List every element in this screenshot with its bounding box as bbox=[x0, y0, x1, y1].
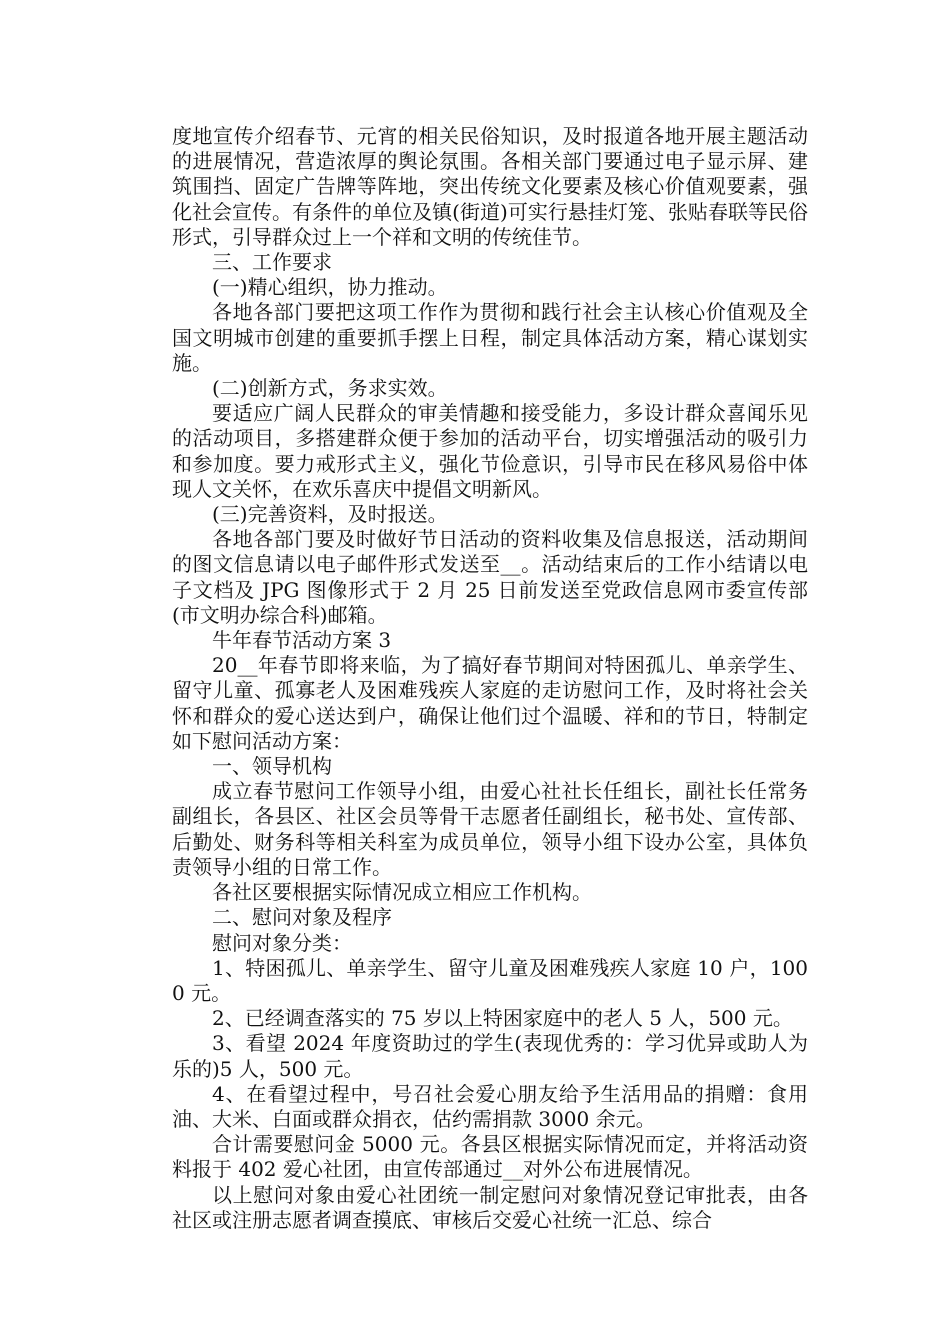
subheading-target-categories: 慰问对象分类： bbox=[212, 930, 352, 955]
subheading-materials: (三)完善资料，及时报送。 bbox=[212, 502, 448, 527]
list-item-2: 2、已经调查落实的 75 岁以上特困家庭中的老人 5 人，500 元。 bbox=[212, 1006, 793, 1031]
paragraph-total-funds: 合计需要慰问金 5000 元。各县区根据实际情况而定，并将活动资料报于 402 爱心社团，由宣传部通过__对外公布进展情况。 bbox=[172, 1132, 808, 1182]
list-item-1: 1、特困孤儿、单亲学生、留守儿童及困难残疾人家庭 10 户，1000 元。 bbox=[172, 955, 808, 1005]
section-heading-work-requirements: 三、工作要求 bbox=[212, 250, 332, 275]
paragraph-leadership: 成立春节慰问工作领导小组，由爱心社社长任组长，副社长任常务副组长，各县区、社区会员等骨干志愿者任副组长，秘书处、宣传部、后勤处、财务科等相关科室为成员单位，领导小组下设办公室，具体负责领导小组的日常工作。 bbox=[172, 779, 808, 879]
paragraph-organize: 各地各部门要把这项工作作为贯彻和践行社会主认核心价值观及全国文明城市创建的重要抓手摆上日程，制定具体活动方案，精心谋划实施。 bbox=[172, 300, 808, 375]
subheading-innovate: (二)创新方式，务求实效。 bbox=[212, 376, 448, 401]
list-item-4: 4、在看望过程中，号召社会爱心朋友给予生活用品的捐赠：食用油、大米、白面或群众捐衣，估约需捐款 3000 余元。 bbox=[172, 1081, 808, 1131]
section-heading-targets: 二、慰问对象及程序 bbox=[212, 905, 392, 930]
paragraph-materials: 各地各部门要及时做好节日活动的资料收集及信息报送，活动期间的图文信息请以电子邮件形式发送至__。活动结束后的工作小结请以电子文档及 JPG 图像形式于 2 月 25 日前发送至党政信息网市委宣传部(市文明办综合科)邮箱。 bbox=[172, 527, 808, 627]
paragraph-plan-intro: 20__年春节即将来临，为了搞好春节期间对特困孤儿、单亲学生、留守儿童、孤寡老人及困难残疾人家庭的走访慰问工作，及时将社会关怀和群众的爱心送达到户，确保让他们过个温暖、祥和的节日，特制定如下慰问活动方案： bbox=[172, 653, 808, 753]
list-item-3: 3、看望 2024 年度资助过的学生(表现优秀的：学习优异或助人为乐的)5 人，500 元。 bbox=[172, 1031, 808, 1081]
paragraph-innovate: 要适应广阔人民群众的审美情趣和接受能力，多设计群众喜闻乐见的活动项目，多搭建群众便于参加的活动平台，切实增强活动的吸引力和参加度。要力戒形式主义，强化节俭意识，引导市民在移风易俗中体现人文关怀，在欢乐喜庆中提倡文明新风。 bbox=[172, 401, 808, 501]
document-body bbox=[172, 124, 808, 1233]
plan-title-3: 牛年春节活动方案 3 bbox=[212, 628, 392, 653]
paragraph-publicity-continued: 度地宣传介绍春节、元宵的相关民俗知识，及时报道各地开展主题活动的进展情况，营造浓厚的舆论氛围。各相关部门要通过电子显示屏、建筑围挡、固定广告牌等阵地，突出传统文化要素及核心价值观要素，强化社会宣传。有条件的单位及镇(街道)可实行悬挂灯笼、张贴春联等民俗形式，引导群众过上一个祥和文明的传统佳节。 bbox=[172, 124, 808, 249]
paragraph-community-bodies: 各社区要根据实际情况成立相应工作机构。 bbox=[212, 880, 592, 905]
section-heading-leadership: 一、领导机构 bbox=[212, 754, 332, 779]
subheading-organize: (一)精心组织，协力推动。 bbox=[212, 275, 448, 300]
paragraph-registration: 以上慰问对象由爱心社团统一制定慰问对象情况登记审批表，由各社区或注册志愿者调查摸底、审核后交爱心社统一汇总、综合 bbox=[172, 1182, 808, 1232]
